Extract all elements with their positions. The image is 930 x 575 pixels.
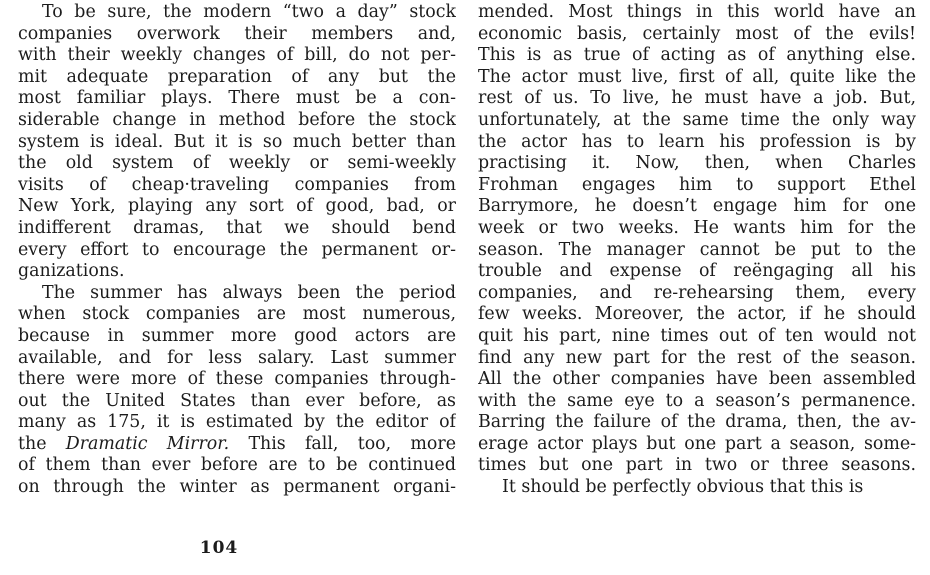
text-line	[18, 477, 456, 499]
line-text: New York, playing any sort of good, bad, or	[18, 196, 456, 217]
line-text: erage actor plays but one part a season, some-	[478, 433, 916, 454]
line-text: the	[18, 433, 66, 454]
text-line	[18, 67, 456, 89]
text-line	[478, 477, 916, 499]
text-line	[18, 434, 456, 456]
text-line	[18, 369, 456, 391]
line-text: few weeks. Moreover, the actor, if he should	[478, 304, 916, 325]
line-text: Barring the failure of the drama, then, the av-	[478, 412, 916, 433]
text-line	[478, 455, 916, 477]
text-line	[478, 304, 916, 326]
line-text: mended. Most things in this world have an	[478, 2, 916, 22]
text-line	[478, 24, 916, 46]
text-line	[18, 153, 456, 175]
text-line	[18, 88, 456, 110]
line-text: quit his part, nine times out of ten would not	[478, 325, 916, 346]
text-line	[18, 24, 456, 46]
page-number-text: 104	[199, 538, 239, 558]
line-text: economic basis, certainly most of the evils!	[478, 23, 916, 44]
text-line	[478, 218, 916, 240]
line-text: out the United States than ever before, as	[18, 390, 456, 411]
line-text: rest of us. To live, he must have a job. But,	[478, 88, 916, 109]
text-line	[18, 218, 456, 240]
line-text: Frohman engages him to support Ethel	[478, 174, 916, 195]
line-text: Barrymore, he doesn’t engage him for one	[478, 196, 916, 217]
text-line	[18, 261, 456, 283]
line-text: most familiar plays. There must be a con-	[18, 88, 456, 109]
text-line	[478, 132, 916, 154]
text-line	[478, 2, 916, 24]
text-line	[478, 175, 916, 197]
page-number	[0, 538, 930, 558]
line-text: because in summer more good actors are	[18, 325, 456, 346]
text-line	[478, 153, 916, 175]
line-text: This is as true of acting as of anything else.	[478, 45, 916, 66]
line-text: The actor must live, first of all, quite like the	[478, 66, 916, 87]
line-text: times but one part in two or three seasons.	[478, 455, 916, 476]
text-line	[478, 45, 916, 67]
text-line	[18, 132, 456, 154]
text-line	[478, 326, 916, 348]
left-text-column	[18, 2, 456, 499]
text-line	[18, 283, 456, 305]
line-text: mit adequate preparation of any but the	[18, 66, 456, 87]
line-text: many as 175, it is estimated by the editor of	[18, 412, 456, 433]
text-line	[18, 326, 456, 348]
line-text: season. The manager cannot be put to the	[478, 239, 916, 260]
line-text: of them than ever before are to be continued	[18, 455, 456, 476]
text-line	[478, 283, 916, 305]
line-text-after: This fall, too, more	[229, 433, 456, 454]
text-line	[18, 175, 456, 197]
line-text: To be sure, the modern “two a day” stock	[42, 2, 456, 22]
line-text: available, and for less salary. Last summer	[18, 347, 456, 368]
line-text: there were more of these companies through-	[18, 369, 456, 390]
text-line	[18, 412, 456, 434]
text-line	[18, 240, 456, 262]
line-text: with their weekly changes of bill, do not per-	[18, 45, 456, 66]
line-text: practising it. Now, then, when Charles	[478, 153, 916, 174]
text-line	[478, 348, 916, 370]
line-text: unfortunately, at the same time the only way	[478, 109, 916, 130]
line-text: siderable change in method before the stock	[18, 109, 456, 130]
line-text: the actor has to learn his profession is by	[478, 131, 916, 152]
text-line	[478, 391, 916, 413]
text-line	[18, 196, 456, 218]
line-text: It should be perfectly obvious that this is	[502, 477, 864, 498]
text-line	[478, 88, 916, 110]
line-text: week or two weeks. He wants him for the	[478, 217, 916, 238]
text-line	[478, 196, 916, 218]
text-line	[478, 261, 916, 283]
line-text: find any new part for the rest of the season.	[478, 347, 916, 368]
line-text: the old system of weekly or semi-weekly	[18, 153, 456, 174]
text-line	[478, 412, 916, 434]
text-line	[18, 110, 456, 132]
text-line	[18, 455, 456, 477]
line-text: on through the winter as permanent organi-	[18, 477, 456, 498]
line-text: companies, and re-rehearsing them, every	[478, 282, 916, 303]
line-text: indifferent dramas, that we should bend	[18, 217, 456, 238]
text-line	[478, 434, 916, 456]
line-text: trouble and expense of reëngaging all his	[478, 261, 916, 282]
text-line	[18, 348, 456, 370]
line-text: ganizations.	[18, 261, 125, 282]
line-text: companies overwork their members and,	[18, 23, 456, 44]
line-text: All the other companies have been assembled	[478, 369, 916, 390]
line-text: visits of cheap·traveling companies from	[18, 174, 456, 195]
text-line	[478, 67, 916, 89]
right-text-column	[478, 2, 916, 499]
text-line	[478, 240, 916, 262]
line-text: with the same eye to a season’s permanence.	[478, 390, 916, 411]
italic-title: Dramatic Mirror.	[65, 433, 230, 454]
text-line	[18, 304, 456, 326]
line-text: when stock companies are most numerous,	[18, 304, 456, 325]
text-line	[18, 45, 456, 67]
line-text: system is ideal. But it is so much better than	[18, 131, 456, 152]
line-text: every effort to encourage the permanent or-	[18, 239, 456, 260]
text-line	[478, 369, 916, 391]
text-line	[18, 2, 456, 24]
line-text: The summer has always been the period	[42, 282, 456, 303]
text-line	[18, 391, 456, 413]
text-line	[478, 110, 916, 132]
